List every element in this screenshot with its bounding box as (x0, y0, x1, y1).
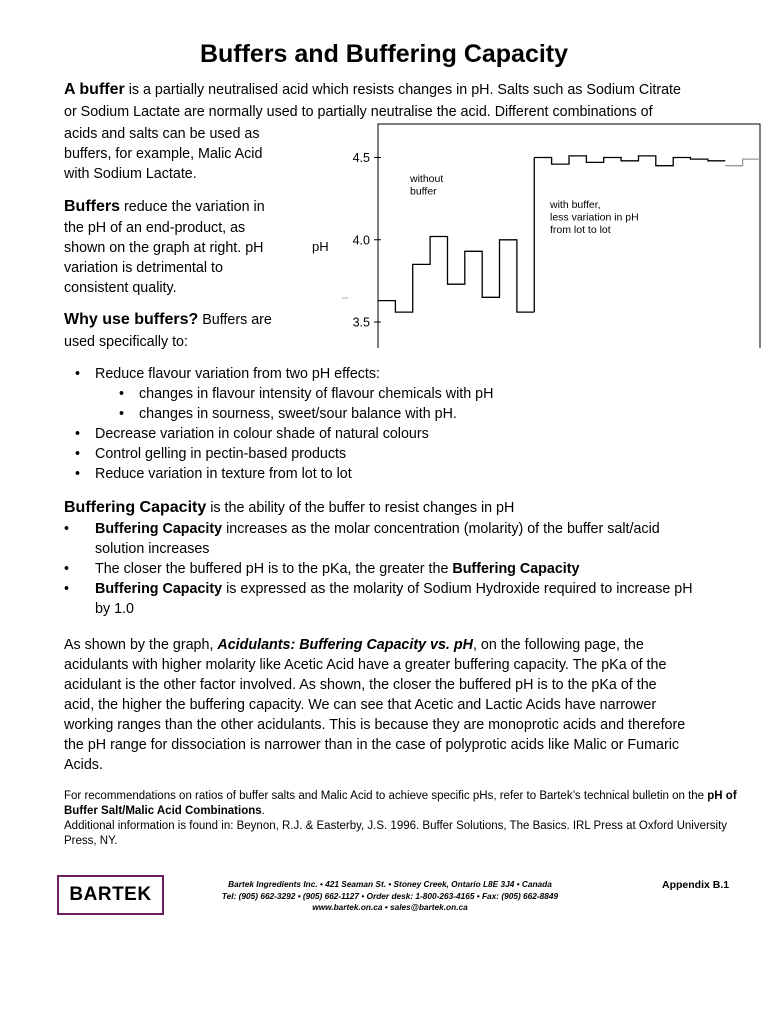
footer-address: Bartek Ingredients Inc. • 421 Seaman St. • Stoney Creek, Ontario L8E 3J4 • Canada (228, 879, 552, 889)
buffers-lead: Buffers (64, 198, 121, 215)
buffers-line-1 (64, 197, 265, 217)
notes-line-3: Additional information is found in: Beynon, R.J. & Easterby, J.S. 1996. Buffer Solutions, The Basics. IRL Press at Oxford University (64, 820, 728, 832)
capacity-item-1: • Buffering Capacity increases as the molar concentration (molarity) of the buffer salt/acid solution increases (95, 519, 745, 559)
uses-item: • Control gelling in pectin-based products (95, 444, 745, 464)
intro-col-line-1: acids and salts can be used as (64, 126, 260, 142)
why-line-2: used specifically to: (64, 334, 188, 350)
capacity-heading-text: is the ability of the buffer to resist changes in pH (206, 500, 515, 516)
chart-ytick-label: 4.0 (352, 233, 370, 248)
ph-variation-chart (300, 118, 768, 348)
graph-para-line-2: acidulants with higher molarity like Acetic Acid have a greater buffering capacity. The pKa of the (64, 657, 667, 673)
uses-subitem: • changes in sourness, sweet/sour balance with pH. (139, 404, 745, 424)
capacity-heading-line (64, 498, 514, 518)
chart-ytick-label: 3.5 (352, 315, 370, 330)
buffers-line-5: consistent quality. (64, 280, 177, 296)
graph-para-line-4: acid, the higher the buffering capacity. We can see that Acetic and Lactic Acids have narrower (64, 697, 657, 713)
why-line-1 (64, 310, 272, 330)
notes-line-4: Press, NY. (64, 835, 118, 847)
uses-subitem: • changes in flavour intensity of flavour chemicals with pH (139, 384, 745, 404)
intro-line-2: or Sodium Lactate are normally used to partially neutralise the acid. Different combinations of (64, 104, 653, 120)
uses-item: • Decrease variation in colour shade of natural colours (95, 424, 745, 444)
appendix-label: Appendix B.1 (662, 879, 730, 891)
graph-para-line-3: acidulant is the other factor involved. As shown, the closer the buffered pH is to the pKa of the (64, 677, 657, 693)
intro-line-1 (64, 80, 681, 100)
notes-line-1: For recommendations on ratios of buffer salts and Malic Acid to achieve specific pHs, refer to Bartek’s technical bulletin on the pH of (64, 790, 737, 802)
capacity-item-2: • The closer the buffered pH is to the pKa, the greater the Buffering Capacity (95, 559, 745, 579)
buffers-line-2: the pH of an end-product, as (64, 220, 246, 236)
chart-series-3 (725, 159, 760, 166)
graph-para-line-6: the pH range for dissociation is narrower than in the case of polyprotic acids like Malic or Fumaric (64, 737, 680, 753)
uses-item: • Reduce variation in texture from lot to lot (95, 464, 745, 484)
notes (64, 789, 744, 849)
buffers-line-4: variation is detrimental to (64, 260, 223, 276)
chart-annotation-without-buffer: without buffer (410, 173, 444, 198)
intro-col-line-3: with Sodium Lactate. (64, 166, 197, 182)
footer-contact (180, 879, 600, 914)
intro-line-1-text: is a partially neutralised acid which resists changes in pH. Salts such as Sodium Citrate (124, 82, 681, 98)
bartek-logo-text: BARTEK (69, 884, 152, 905)
capacity-heading: Buffering Capacity (64, 499, 207, 516)
graph-para-line-7: Acids. (64, 757, 103, 773)
capacity-item-3: • Buffering Capacity is expressed as the molarity of Sodium Hydroxide required to increase pH by 1.0 (95, 579, 745, 619)
chart-ytick-label: 4.5 (352, 151, 370, 165)
buffers-line-3: shown on the graph at right. pH (64, 240, 264, 256)
why-heading: Why use buffers? (64, 311, 199, 328)
graph-para-line-5: working ranges than the other acidulants. This is because they are monoprotic acids and therefore (64, 717, 686, 733)
footer-phones: Tel: (905) 662-3292 • (905) 662-1127 • Order desk: 1-800-263-4165 • Fax: (905) 662-8849 (221, 890, 559, 901)
buffers-line-1-text: reduce the variation in (120, 199, 265, 215)
chart-annotation-with-buffer: with buffer, less variation in pH from lot to lot (550, 199, 639, 236)
capacity-list (95, 519, 745, 619)
bartek-logo (57, 875, 164, 915)
chart-series-2 (534, 156, 725, 166)
chart-ylabel: pH (312, 239, 329, 254)
graph-paragraph (64, 635, 744, 775)
footer-web-email: www.bartek.on.ca • sales@bartek.on.ca (312, 902, 468, 912)
page-title: Buffers and Buffering Capacity (199, 40, 569, 68)
notes-line-2: Buffer Salt/Malic Acid Combinations. (64, 805, 265, 817)
uses-item: • Reduce flavour variation from two pH effects: • changes in flavour intensity of flavour chemicals with pH • changes in sourness, sweet/sour balance with pH. (95, 364, 745, 424)
intro-lead: A buffer (64, 81, 125, 98)
chart-series-1 (378, 237, 534, 313)
why-line-1-text: Buffers are (198, 312, 272, 328)
uses-list (95, 364, 745, 484)
graph-para-line-1: As shown by the graph, Acidulants: Buffering Capacity vs. pH, on the following page, the (64, 637, 644, 653)
intro-col-line-2: buffers, for example, Malic Acid (64, 146, 263, 162)
